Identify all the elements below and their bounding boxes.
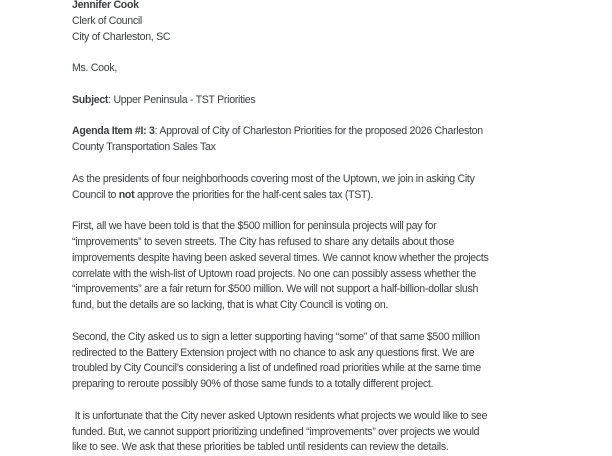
- text-run: Council to: [72, 188, 119, 201]
- text-run: Clerk of Council: [72, 14, 142, 27]
- agenda-item-line-1: [72, 124, 572, 140]
- agenda-item-line-2: [72, 140, 572, 156]
- blank-line: [72, 45, 572, 61]
- text-run: correlate with the wish-list of Uptown road projects. No one can possibly assess whether the: [72, 267, 477, 280]
- subject-value: : Upper Peninsula - TST Priorities: [108, 93, 256, 106]
- text-run: City of Charleston, SC: [72, 30, 171, 43]
- text-run: redirected to the Battery Extension project with no chance to ask any questions first. We are: [72, 346, 475, 359]
- text-run: “improvements” to seven streets. The City has refused to share any details about those: [72, 235, 455, 248]
- recipient-name: [72, 0, 572, 14]
- text-run: Second, the City asked us to sign a letter supporting having “some” of that same $500 million: [72, 330, 480, 343]
- paragraph-second-line-1: [72, 330, 572, 346]
- blank-line: [72, 393, 572, 409]
- recipient-title: [72, 14, 572, 30]
- blank-line: [72, 109, 572, 125]
- text-run: It is unfortunate that the City never asked Uptown residents what projects we would like to see: [72, 409, 488, 422]
- text-run: improvements despite having been asked several times. We cannot know whether the projects: [72, 251, 489, 264]
- text-run: As the presidents of four neighborhoods covering most of the Uptown, we join in asking City: [72, 172, 475, 185]
- text-run: County Transportation Sales Tax: [72, 141, 216, 154]
- text-run: Jennifer Cook: [72, 0, 139, 11]
- paragraph-first-line-6: [72, 298, 572, 314]
- text-run: Ms. Cook,: [72, 62, 117, 75]
- paragraph-intro-line-1: [72, 172, 572, 188]
- text-run: approve the priorities for the half-cent sales tax (TST).: [134, 188, 374, 201]
- agenda-item-label: Agenda Item #I: 3: [72, 125, 155, 138]
- text-run: like to see. We ask that these priorities be tabled until residents can review the details.: [72, 441, 449, 454]
- subject-label: Subject: [72, 93, 109, 106]
- blank-line: [72, 77, 572, 93]
- paragraph-second-line-4: [72, 377, 572, 393]
- text-run: First, all we have been told is that the $500 million for peninsula projects will pay for: [72, 220, 437, 233]
- text-run: : Approval of City of Charleston Priorities for the proposed 2026 Charleston: [154, 125, 483, 138]
- blank-line: [72, 314, 572, 330]
- paragraph-first-line-3: [72, 251, 572, 267]
- paragraph-third-line-1: [72, 409, 572, 425]
- paragraph-first-line-5: [72, 282, 572, 298]
- text-run: preparing to reroute possibly 90% of those same funds to a totally different project.: [72, 378, 434, 391]
- paragraph-second-line-3: [72, 361, 572, 377]
- text-run: troubled by City Council’s considering a list of undefined road priorities while at the same time: [72, 362, 481, 375]
- paragraph-first-line-2: [72, 235, 572, 251]
- subject-line: [72, 93, 572, 109]
- paragraph-first-line-4: [72, 267, 572, 283]
- text-run: fund, but the details are so lacking, that is what City Council is voting on.: [72, 299, 389, 312]
- text-run: funded. But, we cannot support prioritizing undefined “improvements” over projects we would: [72, 425, 480, 438]
- paragraph-third-line-3-clipped: [72, 440, 572, 456]
- letter-document: [72, 0, 572, 456]
- recipient-org: [72, 30, 572, 46]
- text-run: “improvements” are a fair return for $500 million. We will not support a half-billion-dollar slush: [72, 283, 479, 296]
- blank-line: [72, 156, 572, 172]
- blank-line: [72, 203, 572, 219]
- salutation: [72, 61, 572, 77]
- paragraph-first-line-1: [72, 219, 572, 235]
- text-run-emphasis: not: [118, 188, 135, 201]
- paragraph-second-line-2: [72, 346, 572, 362]
- paragraph-third-line-2: [72, 425, 572, 441]
- paragraph-intro-line-2: [72, 188, 572, 204]
